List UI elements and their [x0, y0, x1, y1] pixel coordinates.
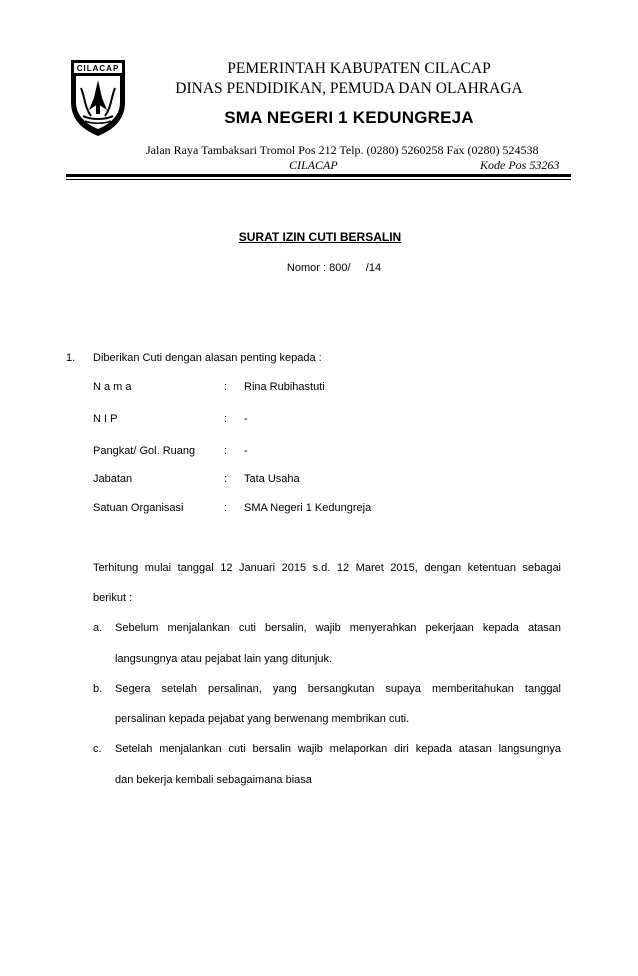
field-value-position: Tata Usaha — [244, 473, 300, 485]
condition-text: Sebelum menjalankan cuti bersalin, wajib menyerahkan pekerjaan kepada atasan — [115, 622, 561, 634]
letterhead-department: DINAS PENDIDIKAN, PEMUDA DAN OLAHRAGA — [175, 80, 523, 97]
letterhead-divider-thin — [66, 179, 571, 180]
letter-title: SURAT IZIN CUTI BERSALIN — [238, 230, 402, 244]
condition-text-end: langsungnya atau pejabat lain yang ditunjuk. — [115, 653, 333, 665]
svg-text:CILACAP: CILACAP — [76, 64, 120, 73]
leave-period-text: Terhitung mulai tanggal 12 Januari 2015 s.d. 12 Maret 2015, dengan ketentuan sebagai — [93, 562, 561, 574]
field-label-position: Jabatan — [93, 473, 133, 485]
condition-text: Setelah menjalankan cuti bersalin wajib melaporkan diri kepada atasan langsungnya — [115, 743, 561, 755]
letterhead-city: CILACAP — [289, 158, 338, 172]
field-value-unit: SMA Negeri 1 Kedungreja — [244, 502, 372, 514]
field-colon: : — [224, 381, 228, 393]
condition-text-end: persalinan kepada pejabat yang berwenang membrikan cuti. — [115, 713, 410, 725]
condition-letter: b. — [93, 683, 103, 695]
condition-letter: a. — [93, 622, 103, 634]
letterhead-address: Jalan Raya Tambaksari Tromol Pos 212 Telp. (0280) 5260258 Fax (0280) 524538 — [146, 143, 539, 157]
field-label-unit: Satuan Organisasi — [93, 502, 184, 514]
condition-text-end: dan bekerja kembali sebagaimana biasa — [115, 774, 312, 786]
field-label-name: N a m a — [93, 381, 132, 393]
condition-text: Segera setelah persalinan, yang bersangkutan supaya memberitahukan tanggal — [115, 683, 561, 695]
field-label-rank: Pangkat/ Gol. Ruang — [93, 445, 196, 457]
field-colon: : — [224, 502, 228, 514]
letterhead-postal-code: Kode Pos 53263 — [480, 158, 560, 172]
letterhead-divider-thick — [66, 174, 571, 177]
item-text: Diberikan Cuti dengan alasan penting kepada : — [93, 352, 322, 364]
field-colon: : — [224, 473, 228, 485]
condition-letter: c. — [93, 743, 102, 755]
letterhead-school-name: SMA NEGERI 1 KEDUNGREJA — [224, 108, 474, 127]
field-label-nip: N I P — [93, 413, 118, 425]
field-value-rank: - — [244, 445, 248, 457]
field-value-nip: - — [244, 413, 248, 425]
letter-number: Nomor : 800/ /14 — [286, 262, 382, 274]
letterhead-government: PEMERINTAH KABUPATEN CILACAP — [227, 60, 491, 77]
item-number: 1. — [66, 352, 76, 364]
field-colon: : — [224, 413, 228, 425]
field-value-name: Rina Rubihastuti — [244, 381, 325, 393]
leave-period-text-end: berikut : — [93, 592, 133, 604]
field-colon: : — [224, 445, 228, 457]
